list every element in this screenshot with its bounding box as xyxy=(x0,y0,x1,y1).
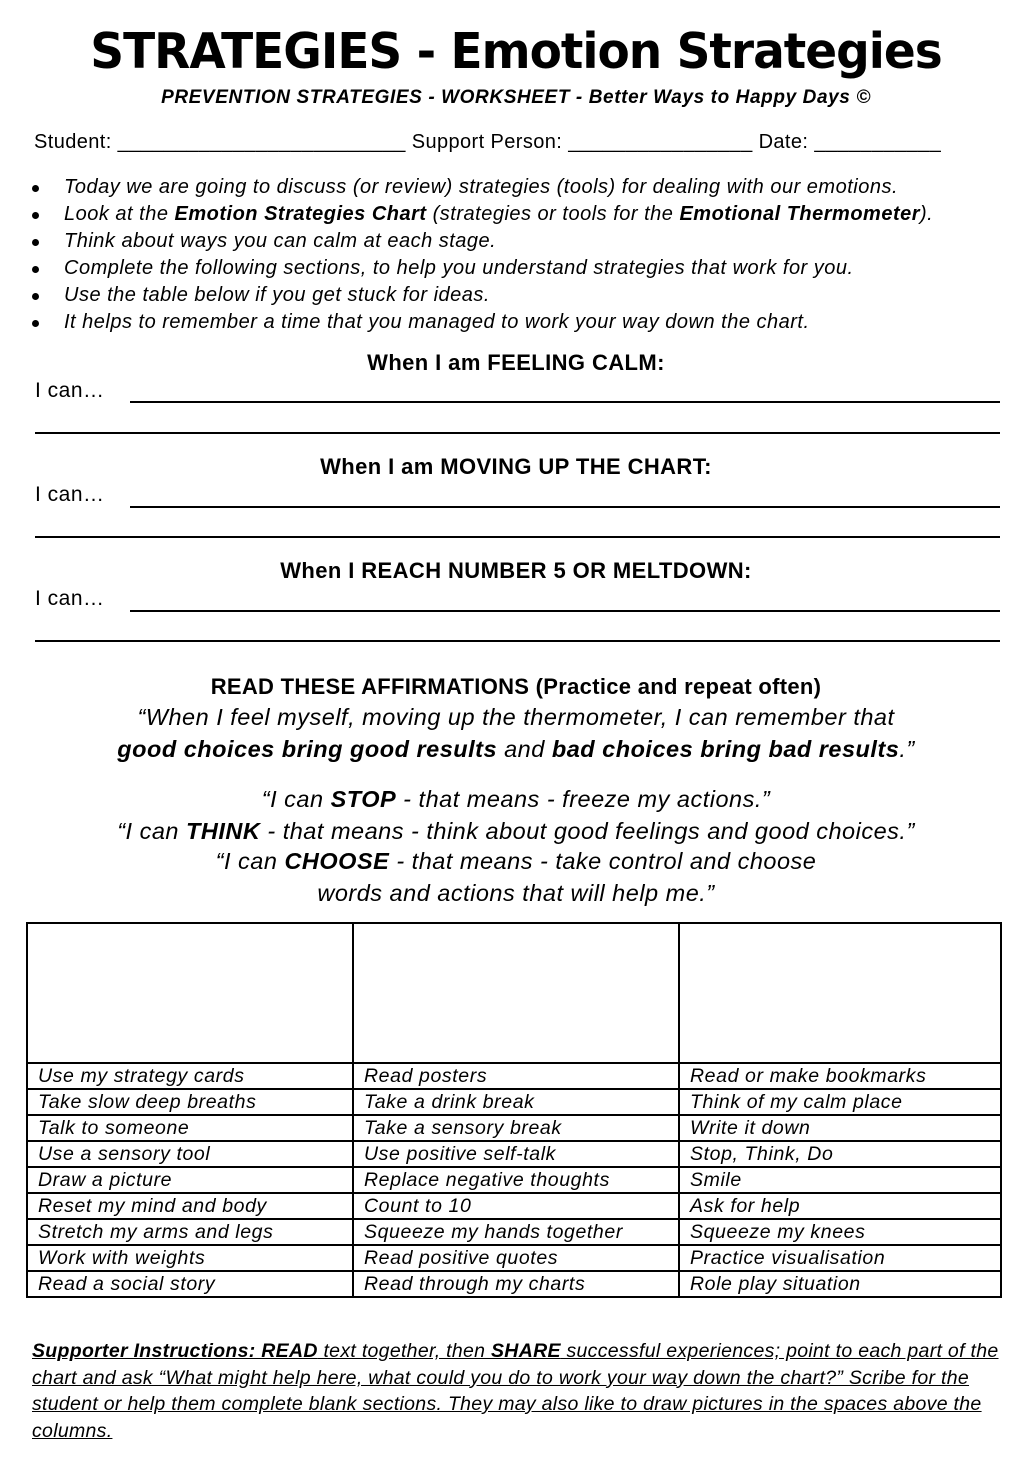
table-row xyxy=(27,1193,1001,1219)
table-cell: Take a sensory break xyxy=(353,1115,679,1141)
answer-line[interactable] xyxy=(130,401,1000,403)
date-field[interactable]: ___________ xyxy=(814,131,942,153)
support-person-label: Support Person: xyxy=(411,131,563,153)
affirmation-think: “I can THINK - that means - think about good feelings and good choices.” xyxy=(117,818,915,844)
table-cell: Use positive self-talk xyxy=(353,1141,679,1167)
table-cell: Squeeze my knees xyxy=(679,1219,1001,1245)
student-info-line xyxy=(34,131,1004,154)
table-row xyxy=(27,1219,1001,1245)
table-row xyxy=(27,1167,1001,1193)
answer-line[interactable] xyxy=(130,506,1000,508)
table-cell: Role play situation xyxy=(679,1271,1001,1297)
table-row xyxy=(27,1115,1001,1141)
table-cell: Use a sensory tool xyxy=(27,1141,353,1167)
table-cell: Use my strategy cards xyxy=(27,1063,353,1089)
drawing-cell[interactable] xyxy=(679,923,1001,1063)
i-can-label: I can… xyxy=(35,587,105,610)
table-cell: Read positive quotes xyxy=(353,1245,679,1271)
bullet-icon xyxy=(32,320,39,327)
answer-line[interactable] xyxy=(35,432,1000,434)
answer-line[interactable] xyxy=(130,610,1000,612)
section-heading-meltdown: When I REACH NUMBER 5 OR MELTDOWN: xyxy=(280,558,752,583)
table-cell: Count to 10 xyxy=(353,1193,679,1219)
table-cell: Read a social story xyxy=(27,1271,353,1297)
table-row xyxy=(27,1063,1001,1089)
bullet-icon xyxy=(32,212,39,219)
bullet-icon xyxy=(32,266,39,273)
drawing-cell[interactable] xyxy=(353,923,679,1063)
date-label: Date: xyxy=(758,131,809,153)
list-item: It helps to remember a time that you managed to work your way down the chart. xyxy=(30,309,1020,336)
supporter-instructions: Supporter Instructions: READ text together, then SHARE successful experiences; point to each part of the chart and ask “What might help here, what could you do to work your way down the chart?” Scribe for the student or help them complete blank sections. They may also like to draw pictures in the spaces above the columns. xyxy=(32,1340,999,1442)
table-row xyxy=(27,1089,1001,1115)
list-item: Use the table below if you get stuck for ideas. xyxy=(30,282,1020,309)
table-cell: Practice visualisation xyxy=(679,1245,1001,1271)
table-cell: Reset my mind and body xyxy=(27,1193,353,1219)
bullet-icon xyxy=(32,239,39,246)
table-cell: Take slow deep breaths xyxy=(27,1089,353,1115)
table-row xyxy=(27,1271,1001,1297)
table-row xyxy=(27,1141,1001,1167)
table-cell: Read or make bookmarks xyxy=(679,1063,1001,1089)
student-field[interactable]: _________________________ xyxy=(117,131,406,153)
list-item: Think about ways you can calm at each stage. xyxy=(30,228,1020,255)
affirmation-choose-continued: words and actions that will help me.” xyxy=(317,880,715,906)
bullet-icon xyxy=(32,293,39,300)
drawing-row xyxy=(27,923,1001,1063)
table-cell: Work with weights xyxy=(27,1245,353,1271)
table-row xyxy=(27,1245,1001,1271)
support-person-field[interactable]: ________________ xyxy=(568,131,753,153)
strategy-table xyxy=(26,922,1002,1298)
page-subtitle: PREVENTION STRATEGIES - WORKSHEET - Better Ways to Happy Days © xyxy=(161,87,871,108)
student-label: Student: xyxy=(34,131,112,153)
table-cell: Smile xyxy=(679,1167,1001,1193)
list-item: Complete the following sections, to help you understand strategies that work for you. xyxy=(30,255,1020,282)
table-cell: Ask for help xyxy=(679,1193,1001,1219)
affirmation-choose: “I can CHOOSE - that means - take control and choose xyxy=(215,848,817,874)
section-heading-calm: When I am FEELING CALM: xyxy=(367,350,665,375)
i-can-label: I can… xyxy=(35,483,105,506)
table-cell: Read posters xyxy=(353,1063,679,1089)
answer-line[interactable] xyxy=(35,640,1000,642)
section-heading-moving-up: When I am MOVING UP THE CHART: xyxy=(320,454,712,479)
table-cell: Take a drink break xyxy=(353,1089,679,1115)
table-cell: Write it down xyxy=(679,1115,1001,1141)
list-item: Today we are going to discuss (or review) strategies (tools) for dealing with our emotions. xyxy=(30,174,1020,201)
answer-line[interactable] xyxy=(35,536,1000,538)
bullet-icon xyxy=(32,185,39,192)
table-cell: Think of my calm place xyxy=(679,1089,1001,1115)
affirmation-stop: “I can STOP - that means - freeze my actions.” xyxy=(261,786,771,812)
table-cell: Read through my charts xyxy=(353,1271,679,1297)
table-cell: Talk to someone xyxy=(27,1115,353,1141)
affirmations-heading: READ THESE AFFIRMATIONS (Practice and repeat often) xyxy=(210,674,822,699)
list-item: Look at the Emotion Strategies Chart (strategies or tools for the Emotional Thermometer). xyxy=(30,201,1020,228)
affirmation-line: good choices bring good results and bad choices bring bad results.” xyxy=(117,736,915,762)
table-cell: Stretch my arms and legs xyxy=(27,1219,353,1245)
drawing-cell[interactable] xyxy=(27,923,353,1063)
page-title: STRATEGIES - Emotion Strategies xyxy=(90,22,942,81)
table-cell: Squeeze my hands together xyxy=(353,1219,679,1245)
table-cell: Stop, Think, Do xyxy=(679,1141,1001,1167)
affirmation-line: “When I feel myself, moving up the thermometer, I can remember that xyxy=(137,704,895,730)
i-can-label: I can… xyxy=(35,379,105,402)
table-cell: Replace negative thoughts xyxy=(353,1167,679,1193)
instruction-list xyxy=(30,174,1020,336)
table-cell: Draw a picture xyxy=(27,1167,353,1193)
